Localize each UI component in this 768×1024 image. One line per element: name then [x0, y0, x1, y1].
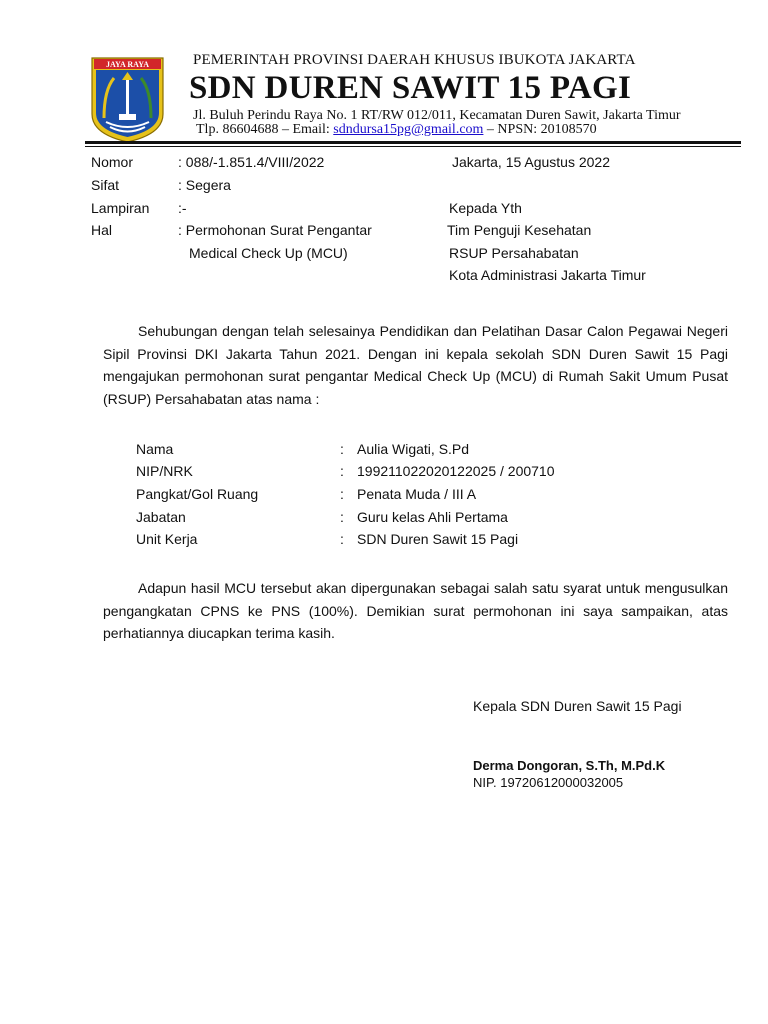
- signatory-name: Derma Dongoran, S.Th, M.Pd.K: [473, 758, 666, 773]
- lampiran-label: Lampiran: [91, 200, 150, 216]
- employee-nip-value: 199211022020122025 / 200710: [357, 463, 555, 479]
- recipient-line3: RSUP Persahabatan: [449, 245, 579, 261]
- school-name: SDN DUREN SAWIT 15 PAGI: [189, 70, 632, 106]
- body-paragraph-2: [103, 577, 728, 645]
- hal-label: Hal: [91, 222, 113, 238]
- contact-line: [196, 122, 597, 138]
- recipient-line2: Tim Penguji Kesehatan: [447, 222, 592, 238]
- body-paragraph-1-text: Sehubungan dengan telah selesainya Pendidikan dan Pelatihan Dasar Calon Pegawai Negeri Sipil Provinsi DKI Jakarta Tahun 2021. Dengan ini kepala sekolah SDN Duren Sawit 15 Pagi mengajukan permohonan surat pengantar Medical Check Up (MCU) di Rumah Sakit Umum Pusat (RSUP) Persahabatan atas nama :: [103, 323, 728, 407]
- employee-nip-colon: :: [340, 463, 344, 479]
- hal-value-line1: : Permohonan Surat Pengantar: [178, 222, 372, 238]
- signatory-nip: NIP. 19720612000032005: [473, 775, 624, 790]
- employee-unit-label: Unit Kerja: [136, 531, 198, 547]
- employee-name-value: Aulia Wigati, S.Pd: [357, 441, 470, 457]
- nomor-value: : 088/-1.851.4/VIII/2022: [178, 154, 325, 170]
- jakarta-coat-of-arms-logo: [90, 56, 165, 144]
- employee-nip-label: NIP/NRK: [136, 463, 193, 479]
- hal-value-line2: Medical Check Up (MCU): [189, 245, 348, 261]
- phone-text: Tlp. 86604688 – Email:: [196, 122, 334, 137]
- employee-unit-colon: :: [340, 531, 344, 547]
- body-paragraph-1: [103, 320, 728, 410]
- employee-position-value: Guru kelas Ahli Pertama: [357, 509, 508, 525]
- logo-text: JAYA RAYA: [105, 60, 150, 69]
- employee-position-label: Jabatan: [136, 509, 186, 525]
- employee-unit-value: SDN Duren Sawit 15 Pagi: [357, 531, 519, 547]
- email-link[interactable]: sdndursa15pg@gmail.com: [333, 122, 484, 137]
- employee-rank-colon: :: [340, 486, 344, 502]
- letterhead-divider-thin: [85, 146, 741, 147]
- employee-rank-label: Pangkat/Gol Ruang: [136, 486, 259, 502]
- sifat-value: : Segera: [178, 177, 231, 193]
- lampiran-value: :-: [178, 200, 187, 216]
- letter-date: Jakarta, 15 Agustus 2022: [452, 154, 610, 170]
- school-address: Jl. Buluh Perindu Raya No. 1 RT/RW 012/011, Kecamatan Duren Sawit, Jakarta Timur: [193, 108, 681, 123]
- letterhead-divider-thick: [85, 141, 741, 144]
- body-paragraph-2-text: Adapun hasil MCU tersebut akan dipergunakan sebagai salah satu syarat untuk mengusulkan pengangkatan CPNS ke PNS (100%). Demikian surat permohonan ini saya sampaikan, atas perhatiannya diucapkan terima kasih.: [103, 580, 728, 641]
- sifat-label: Sifat: [91, 177, 120, 193]
- employee-position-colon: :: [340, 509, 344, 525]
- government-title: PEMERINTAH PROVINSI DAERAH KHUSUS IBUKOTA JAKARTA: [193, 52, 636, 68]
- recipient-line1: Kepada Yth: [449, 200, 522, 216]
- nomor-label: Nomor: [91, 154, 134, 170]
- recipient-line4: Kota Administrasi Jakarta Timur: [449, 267, 646, 283]
- npsn-text: – NPSN: 20108570: [483, 122, 597, 137]
- employee-name-label: Nama: [136, 441, 174, 457]
- employee-rank-value: Penata Muda / III A: [357, 486, 477, 502]
- employee-name-colon: :: [340, 441, 344, 457]
- signature-title: Kepala SDN Duren Sawit 15 Pagi: [473, 698, 682, 714]
